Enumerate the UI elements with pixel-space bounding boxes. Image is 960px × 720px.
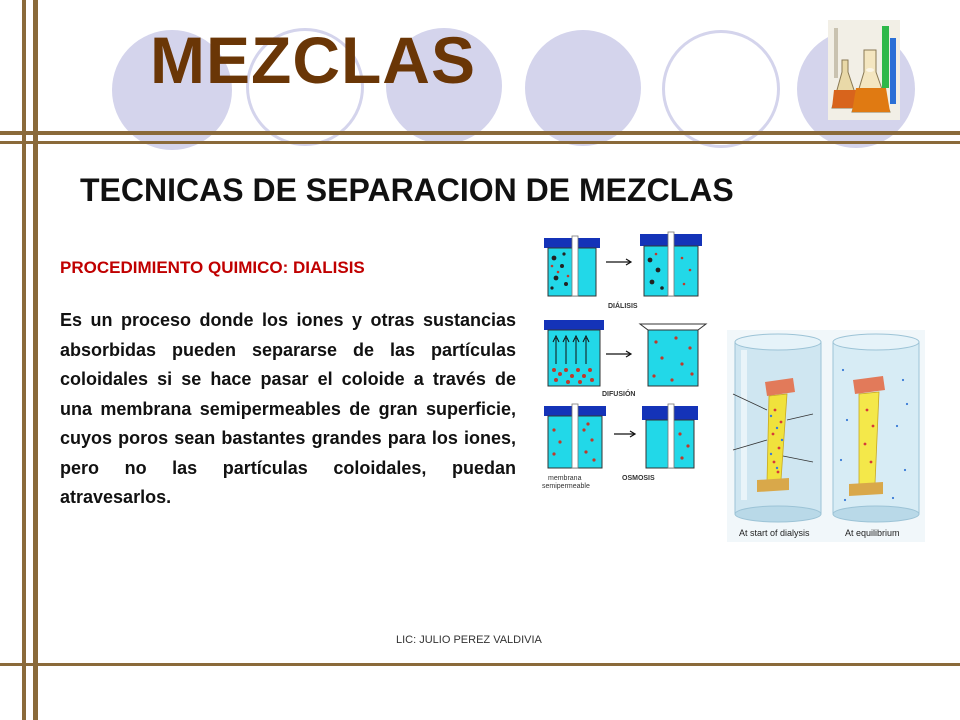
- cylinder-start: [733, 334, 821, 522]
- dialisis-label: DIÁLISIS: [608, 303, 638, 310]
- frame-horizontal-bar-top: [0, 131, 960, 135]
- section-heading: PROCEDIMIENTO QUIMICO: DIALISIS: [60, 258, 365, 277]
- footer-author: LIC: JULIO PEREZ VALDIVIA: [396, 634, 542, 646]
- cylinder-equilibrium: [833, 334, 919, 522]
- processes-figure: [538, 230, 718, 492]
- slide-title: MEZCLAS: [150, 23, 476, 97]
- dialysis-tube-figure: [727, 330, 925, 542]
- frame-horizontal-bar-bottom: [0, 663, 960, 666]
- dialisis-diagram: [544, 232, 702, 296]
- body-paragraph: Es un proceso donde los iones y otras sustancias absorbidas pueden separarse de las partículas coloidales si se hace pasar el coloide a través de una membrana semipermeables de gran superficie, cuyos poros sean bastantes grandes para los iones, pero no las partículas coloidales, puedan atravesarlos.: [60, 310, 516, 507]
- decor-circle-4: [525, 30, 641, 146]
- osmosis-label: OSMOSIS: [622, 475, 655, 482]
- frame-horizontal-bar-top-2: [0, 141, 960, 144]
- frame-vertical-bar-1: [22, 0, 26, 720]
- difusion-diagram: [544, 320, 706, 386]
- membrane-label-line2: semipermeable: [542, 483, 590, 490]
- slide-subtitle: TECNICAS DE SEPARACION DE MEZCLAS: [80, 172, 734, 208]
- membrane-label-line1: membrana: [548, 475, 582, 482]
- difusion-label: DIFUSIÓN: [602, 391, 636, 398]
- frame-vertical-bar-2: [33, 0, 38, 720]
- label-start-of-dialysis: At start of dialysis: [739, 528, 810, 538]
- lab-glassware-image: [828, 20, 900, 120]
- label-at-equilibrium: At equilibrium: [845, 528, 900, 538]
- osmosis-diagram: [544, 404, 698, 468]
